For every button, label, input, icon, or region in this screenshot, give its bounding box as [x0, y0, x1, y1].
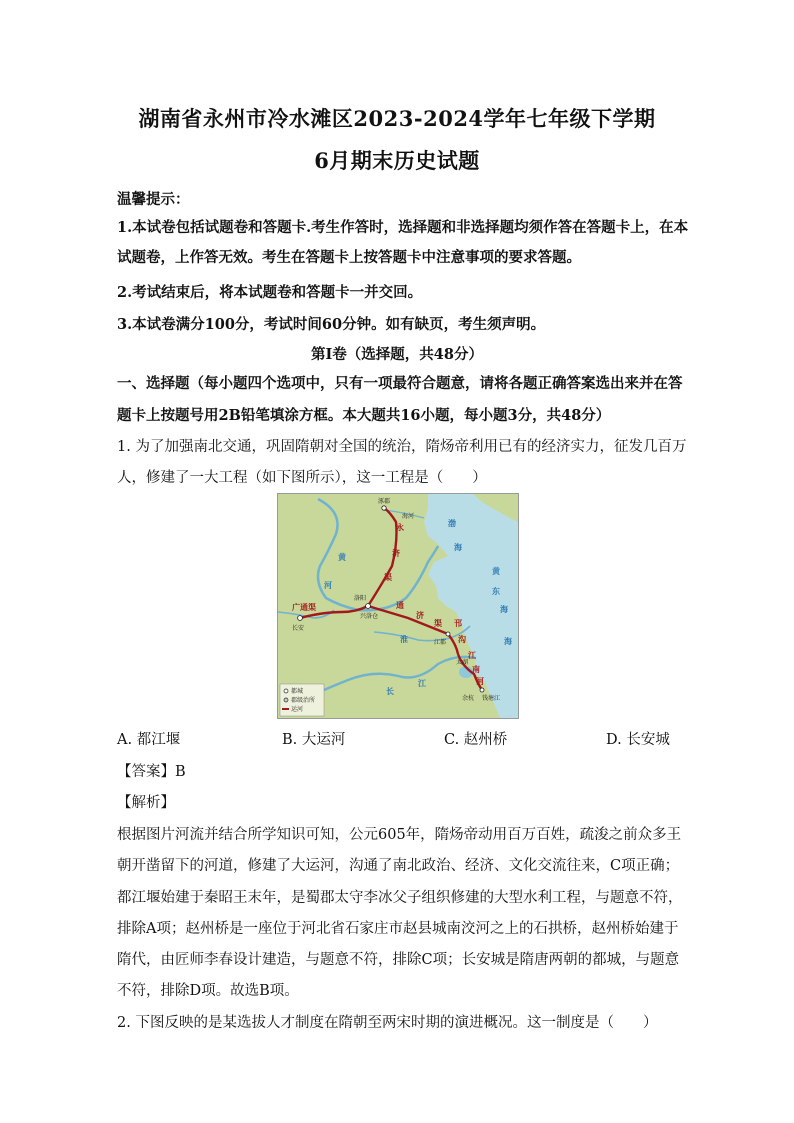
- option-a[interactable]: A. 都江堰: [117, 732, 181, 748]
- map-label-jiangnan-3: 河: [476, 677, 484, 686]
- map-label-donghai-2: 海: [504, 637, 512, 646]
- map-city-luoyang: [366, 604, 371, 609]
- map-label-tongji-1: 通: [396, 601, 404, 610]
- map-label-hangou-1: 邗: [454, 619, 462, 628]
- notice-item-2: 2.考试结束后，将本试题卷和答题卡一并交回。: [117, 284, 423, 301]
- option-b[interactable]: B. 大运河: [282, 732, 346, 748]
- map-label-yuhang: 余杭: [462, 695, 475, 702]
- map-label-donghai-1: 东: [492, 587, 500, 596]
- map-label-tongji-3: 渠: [434, 619, 442, 628]
- map-legend-capital-icon: [284, 689, 288, 693]
- map-label-taihu: 太湖: [456, 659, 469, 666]
- map-label-yongji-2: 济: [392, 549, 400, 558]
- notice-item-3: 3.本试卷满分100分，考试时间60分钟。如有缺页，考生须声明。: [117, 316, 546, 333]
- map-label-luoyang: 洛阳: [354, 595, 367, 602]
- option-d[interactable]: D. 长安城: [606, 732, 670, 748]
- analysis-label: 【解析】: [117, 795, 175, 811]
- notice-item-1a: 1.本试卷包括试题卷和答题卡.考生作答时，选择题和非选择题均须作答在答题卡上，在本: [117, 219, 689, 236]
- map-label-huanghai-2: 海: [500, 605, 508, 614]
- map-label-xingluocang: 兴洛仓: [360, 613, 379, 620]
- map-city-zhuojun: [382, 506, 386, 510]
- map-label-zhuojun: 涿郡: [378, 498, 391, 505]
- map-label-huanghai-1: 黄: [492, 567, 500, 576]
- map-legend-capital: 都城: [291, 688, 304, 695]
- map-label-yongji-1: 永: [396, 523, 404, 532]
- map-label-changan: 长安: [292, 625, 305, 632]
- map-legend-canal: 运河: [291, 706, 304, 713]
- map-label-guangtong: 广通渠: [292, 603, 316, 612]
- question-1-stem-b: 人，修建了一大工程（如下图所示），这一工程是（ ）: [117, 470, 487, 486]
- map-label-hangou-2: 沟: [458, 635, 466, 644]
- grand-canal-map: [277, 493, 519, 719]
- map-label-jiangdu: 江都: [434, 639, 447, 646]
- analysis-line-1: 根据图片河流并结合所学知识可知，公元605年，隋炀帝动用百万百姓，疏浚之前众多王: [117, 827, 682, 843]
- notice-item-1b: 试题卷，上作答无效。考生在答题卡上按答题卡中注意事项的要求答题。: [117, 249, 581, 266]
- page-title-line1: 湖南省永州市冷水滩区2023-2024学年七年级下学期: [138, 106, 656, 131]
- analysis-line-3: 都江堰始建于秦昭王末年，是蜀郡太守李冰父子组织修建的大型水利工程，与题意不符，: [117, 890, 683, 906]
- map-label-jiangnan-2: 南: [472, 665, 480, 674]
- map-city-jiangdu: [446, 632, 450, 636]
- map-label-huang: 黄: [338, 553, 346, 562]
- map-legend-seat-icon: [284, 698, 288, 702]
- map-label-tongji-2: 济: [416, 611, 424, 620]
- analysis-line-6: 不符，排除D项。故选B项。: [117, 983, 299, 999]
- option-c[interactable]: C. 赵州桥: [444, 732, 508, 748]
- map-label-qiantang: 钱塘江: [482, 695, 501, 702]
- analysis-line-5: 隋代，由匠师李春设计建造，与题意不符，排除C项；长安城是隋唐两朝的都城，与题意: [117, 952, 680, 968]
- map-label-he: 河: [324, 581, 332, 590]
- map-label-jiang: 江: [418, 679, 426, 688]
- question-1-stem-a: 1. 为了加强南北交通，巩固隋朝对全国的统治，隋炀帝利用已有的经济实力，征发几百万: [117, 439, 687, 455]
- section-intro-b: 题卡上按题号用2B铅笔填涂方框。本大题共16小题，每小题3分，共48分）: [117, 407, 611, 424]
- map-label-huai: 淮: [400, 635, 408, 644]
- map-city-changan: [298, 616, 303, 621]
- section-intro-a: 一、选择题（每小题四个选项中，只有一项最符合题意，请将各题正确答案选出来并在答: [117, 375, 683, 392]
- map-label-yongji-3: 渠: [384, 573, 392, 582]
- map-label-jiangnan-1: 江: [468, 651, 476, 660]
- map-label-bohai-2: 海: [454, 543, 462, 552]
- analysis-line-4: 排除A项；赵州桥是一座位于河北省石家庄市赵县城南洨河之上的石拱桥，赵州桥始建于: [117, 921, 679, 937]
- map-city-yuhang: [480, 688, 484, 692]
- map-label-haihe: 海河: [402, 513, 415, 520]
- page-title-line2: 6月期末历史试题: [314, 148, 480, 173]
- map-label-bohai-1: 渤: [448, 519, 456, 528]
- map-legend-seat: 郡级治所: [291, 697, 316, 704]
- notice-heading: 温馨提示：: [117, 191, 190, 208]
- volume-heading: 第Ⅰ卷（选择题，共48分）: [311, 346, 483, 363]
- analysis-line-2: 朝开凿留下的河道，修建了大运河，沟通了南北政治、经济、文化交流往来，C项正确；: [117, 858, 680, 874]
- answer-label: 【答案】B: [117, 764, 186, 780]
- question-2-stem: 2. 下图反映的是某选拔人才制度在隋朝至两宋时期的演进概况。这一制度是（ ）: [117, 1015, 658, 1031]
- map-label-chang: 长: [386, 687, 394, 696]
